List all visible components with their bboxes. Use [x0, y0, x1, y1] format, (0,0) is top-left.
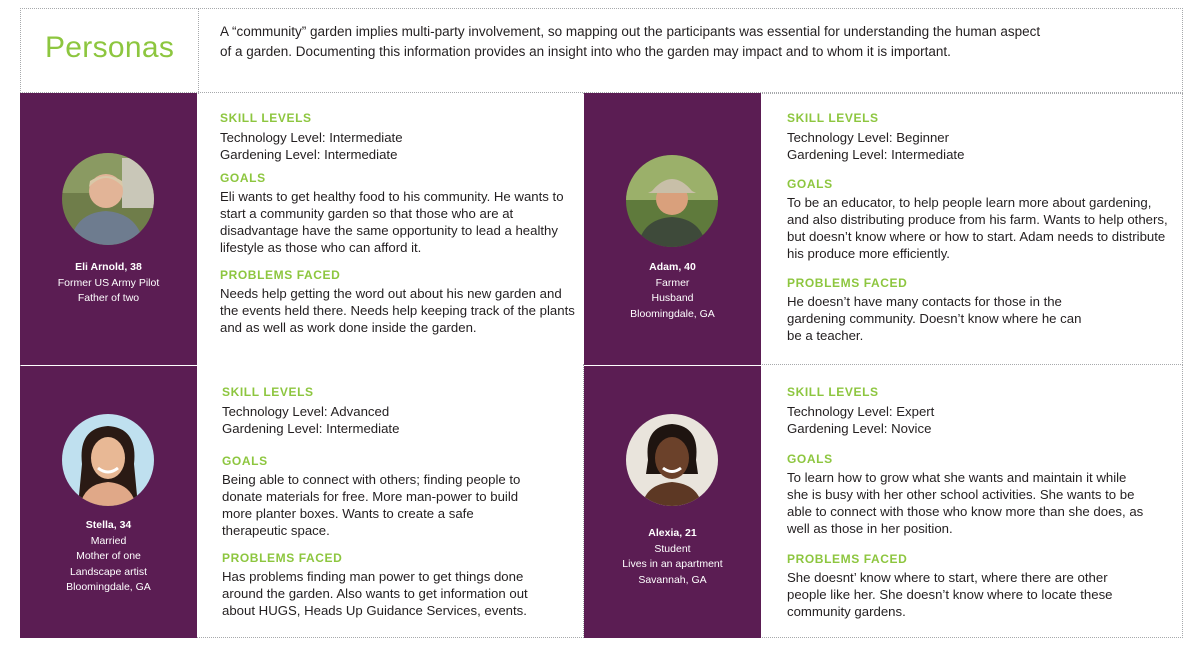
- goals-text: Being able to connect with others; finding people to donate materials for free. More man-power to build more planter boxes. Wants to create a safe therapeutic space.: [222, 472, 521, 538]
- skill-heading: SKILL LEVELS: [222, 385, 314, 399]
- persona-info: [584, 526, 761, 588]
- goals-section: [220, 170, 580, 256]
- persona-detail: Father of two: [77, 292, 140, 304]
- garden-level: Gardening Level: Intermediate: [220, 147, 398, 162]
- goals-section: [222, 453, 542, 539]
- page-title: Personas: [45, 31, 175, 64]
- problems-section: [220, 267, 580, 336]
- persona-detail: Married: [90, 534, 127, 547]
- header: [20, 8, 1183, 93]
- persona-card-eli: [20, 93, 583, 365]
- persona-detail: Lives in an apartment: [622, 558, 723, 570]
- garden-level: Gardening Level: Intermediate: [222, 421, 400, 436]
- problems-section: [787, 275, 1097, 344]
- personas-sheet: [20, 8, 1183, 638]
- avatar: [62, 414, 154, 506]
- persona-detail: Bloomingdale, GA: [66, 581, 151, 593]
- persona-sidebar: [584, 93, 761, 365]
- goals-heading: GOALS: [222, 454, 268, 468]
- problems-text: She doesnt’ know where to start, where there are other people like her. She doesn’t know where to locate these community gardens.: [787, 570, 1113, 619]
- problems-heading: PROBLEMS FACED: [787, 276, 908, 290]
- persona-card-alexia: [584, 366, 1182, 638]
- goals-text: Eli wants to get healthy food to his community. He wants to start a community garden so that those who are at disadvantage have the same opportunity to lead a healthy lifestyle as those who can afford it.: [220, 189, 564, 255]
- problems-text: Has problems finding man power to get things done around the garden. Also wants to get information out about HUGS, Heads Up Guidance Services, events.: [222, 569, 528, 618]
- problems-section: [222, 550, 552, 619]
- problems-text: He doesn’t have many contacts for those in the gardening community. Doesn’t know where he can be a teacher.: [787, 294, 1082, 343]
- persona-detail: Student: [654, 542, 691, 555]
- persona-info: [20, 518, 197, 596]
- skill-section: [222, 384, 582, 437]
- skill-section: [787, 110, 1172, 163]
- persona-sidebar: [584, 366, 761, 638]
- problems-heading: PROBLEMS FACED: [222, 551, 343, 565]
- persona-card-stella: [20, 366, 583, 638]
- tech-level: Technology Level: Beginner: [787, 130, 950, 145]
- garden-level: Gardening Level: Novice: [787, 421, 932, 436]
- problems-heading: PROBLEMS FACED: [787, 552, 908, 566]
- goals-section: [787, 451, 1147, 537]
- skill-heading: SKILL LEVELS: [220, 111, 312, 125]
- tech-level: Technology Level: Intermediate: [220, 130, 403, 145]
- persona-info: [20, 260, 197, 307]
- problems-section: [787, 551, 1147, 620]
- persona-name: Stella, 34: [85, 519, 132, 531]
- persona-name: Alexia, 21: [648, 527, 697, 539]
- persona-detail: Husband: [651, 292, 694, 304]
- persona-detail: Farmer: [655, 276, 690, 289]
- avatar: [62, 153, 154, 245]
- avatar: [626, 155, 718, 247]
- problems-text: Needs help getting the word out about his new garden and the events held there. Needs help keeping track of the plants and as well as work done inside the garden.: [220, 286, 575, 335]
- persona-sidebar: [20, 93, 197, 365]
- goals-section: [787, 176, 1172, 262]
- goals-heading: GOALS: [220, 171, 266, 185]
- goals-heading: GOALS: [787, 452, 833, 466]
- goals-heading: GOALS: [787, 177, 833, 191]
- persona-detail: Savannah, GA: [638, 573, 707, 586]
- persona-name: Adam, 40: [649, 261, 696, 273]
- persona-info: [584, 260, 761, 322]
- tech-level: Technology Level: Expert: [787, 404, 935, 419]
- skill-heading: SKILL LEVELS: [787, 111, 879, 125]
- divider: [198, 9, 199, 94]
- persona-name: Eli Arnold, 38: [75, 261, 142, 273]
- persona-card-adam: [584, 93, 1183, 365]
- avatar: [626, 414, 718, 506]
- persona-detail: Bloomingdale, GA: [630, 307, 715, 320]
- intro-text: A “community” garden implies multi-party involvement, so mapping out the participants was essential for understanding the human aspect of a garden. Documenting this information provides an insight into who the garden may impact and to whom it is important.: [220, 24, 1041, 59]
- tech-level: Technology Level: Advanced: [222, 404, 390, 419]
- skill-section: [787, 384, 1147, 437]
- goals-text: To learn how to grow what she wants and maintain it while she is busy with her other school activities. She wants to be able to connect with those who know more than she does, as well as those in her position.: [787, 470, 1144, 536]
- persona-detail: Former US Army Pilot: [57, 276, 160, 289]
- skill-section: [220, 110, 580, 163]
- persona-detail: Mother of one: [76, 550, 141, 562]
- goals-text: To be an educator, to help people learn more about gardening, and also distributing produce from his farm. Wants to help others, but doesn’t know where or how to start. Adam needs to distribute his produce more efficiently.: [787, 195, 1168, 261]
- skill-heading: SKILL LEVELS: [787, 385, 879, 399]
- persona-detail: Landscape artist: [69, 565, 148, 578]
- persona-sidebar: [20, 366, 197, 638]
- problems-heading: PROBLEMS FACED: [220, 268, 341, 282]
- garden-level: Gardening Level: Intermediate: [787, 147, 965, 162]
